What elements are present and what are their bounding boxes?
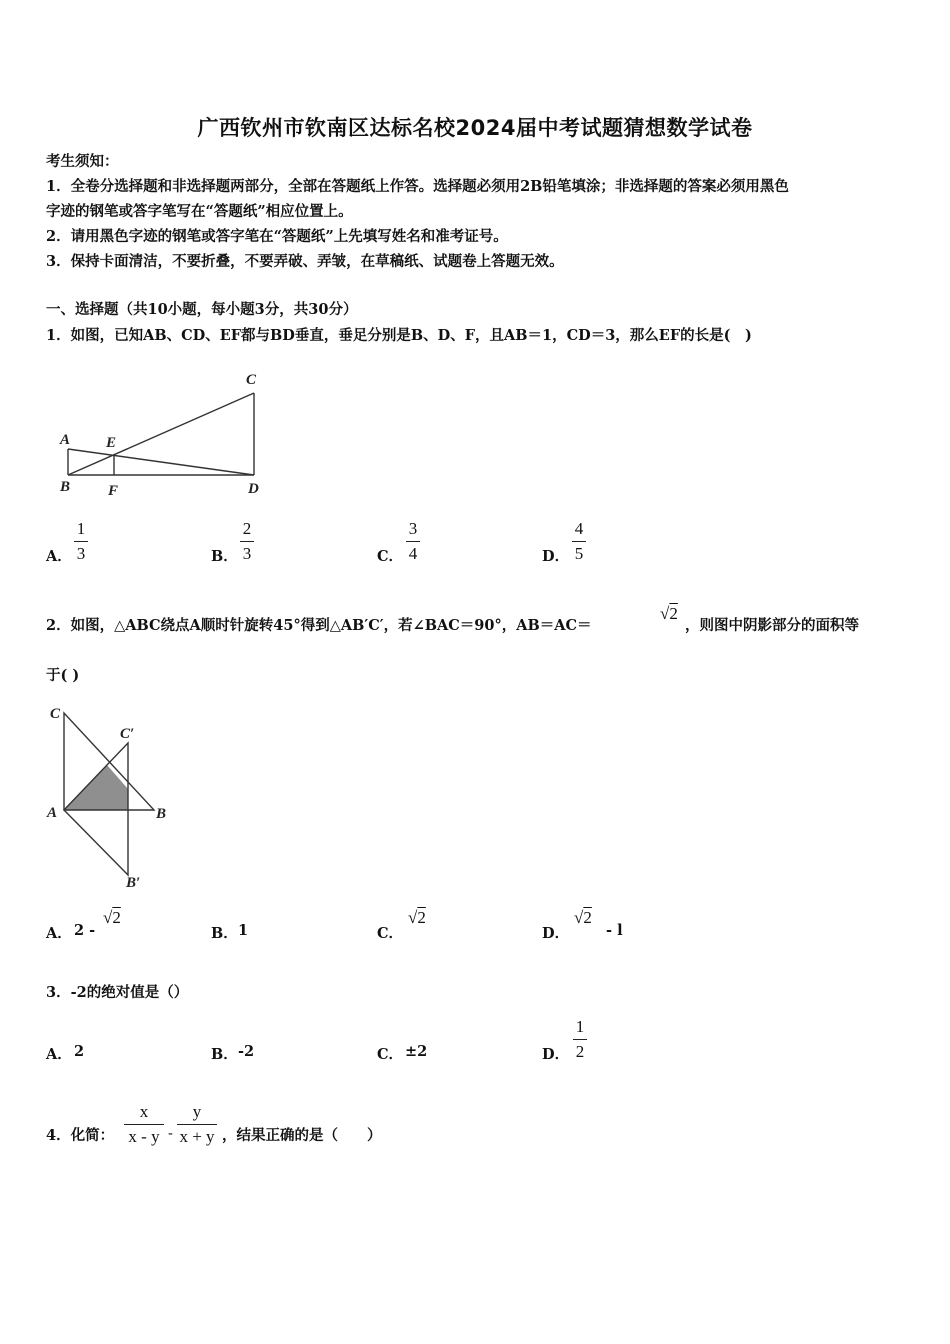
q2-option-a-sqrt: √2 [103,908,121,927]
q2-label-cprime: C′ [120,726,135,742]
q3-option-b-text: -2 [238,1043,255,1060]
q1-label-e: E [106,435,117,451]
q2-option-d-letter: D． [542,925,570,942]
notice-item: 3．保持卡面清洁，不要折叠，不要弄破、弄皱，在草稿纸、试题卷上答题无效。 [46,253,564,270]
q3-option-c-text: ±2 [405,1043,428,1060]
q2-label-c: C [50,706,61,722]
q2-stem-part1: 2．如图，△ABC绕点A顺时针旋转45°得到△AB′C′，若∠BAC＝90°，AB＝AC＝ [46,617,592,634]
numerator: x [139,1102,149,1121]
denominator: 3 [242,544,252,563]
q2-stem-part2: ，则图中阴影部分的面积等 [685,617,859,634]
q2-option-a-prefix: 2 - [74,922,96,939]
q3-option-c-letter: C． [377,1046,404,1063]
denominator: x + y [179,1127,215,1146]
page-title: 广西钦州市钦南区达标名校2024届中考试题猜想数学试卷 [197,116,753,140]
q4-fraction-2 [177,1102,217,1147]
q1-figure [50,365,280,505]
q1-option-c-letter: C． [377,548,404,565]
q1-label-f: F [108,483,119,499]
numerator: 4 [574,519,584,538]
denominator: 3 [76,544,86,563]
q1-option-b-letter: B． [211,548,238,565]
q4-minus: - [168,1126,173,1142]
q1-label-a: A [60,432,71,448]
q1-option-c-fraction [406,519,420,564]
q2-option-c-letter: C． [377,925,404,942]
notice-item: 2．请用黑色字迹的钢笔或答字笔在“答题纸”上先填写姓名和准考证号。 [46,228,508,245]
q1-option-d-letter: D． [542,548,570,565]
q4-prefix: 4．化简： [46,1127,115,1144]
q3-option-a-text: 2 [74,1043,85,1060]
q1-label-b: B [60,479,71,495]
q1-stem: 1．如图，已知AB、CD、EF都与BD垂直，垂足分别是B、D、F，且AB＝1，CD＝3，那么EF的长是( ) [46,327,752,344]
numerator: 1 [76,519,86,538]
q2-stem-part3: 于( ) [46,667,80,684]
q2-option-a-letter: A． [46,925,72,942]
q4-fraction-1 [124,1102,164,1147]
q3-option-d-letter: D． [542,1046,570,1063]
q3-stem: 3．-2的绝对值是（） [46,984,189,1001]
q2-label-b: B [156,806,167,822]
section-heading: 一、选择题（共10小题，每小题3分，共30分） [46,301,358,318]
notice-item: 字迹的钢笔或答字笔写在“答题纸”相应位置上。 [46,203,353,220]
q2-option-c-sqrt: √2 [408,908,426,927]
q1-option-a-letter: A． [46,548,72,565]
numerator: y [192,1102,202,1121]
q3-option-d-fraction [573,1017,587,1062]
denominator: 5 [574,544,584,563]
q1-option-b-fraction [240,519,254,564]
numerator: 3 [408,519,418,538]
numerator: 2 [242,519,252,538]
q2-option-b-letter: B． [211,925,238,942]
q3-option-a-letter: A． [46,1046,72,1063]
q2-label-a: A [47,805,58,821]
q4-suffix: ，结果正确的是（ ） [222,1127,382,1144]
denominator: x - y [128,1127,160,1146]
q1-label-c: C [246,372,257,388]
q1-option-d-fraction [572,519,586,564]
q2-figure [44,700,174,895]
q2-stem-sqrt: √2 [660,604,678,623]
q2-option-b-text: 1 [238,922,249,939]
q2-option-d-sqrt: √2 [574,908,592,927]
denominator: 2 [575,1042,585,1061]
q2-label-bprime: B′ [126,875,141,891]
notice-heading: 考生须知： [46,153,119,170]
q3-option-b-letter: B． [211,1046,238,1063]
notice-item: 1．全卷分选择题和非选择题两部分，全部在答题纸上作答。选择题必须用2B铅笔填涂；非选择题的答案必须用黑色 [46,178,789,195]
q1-option-a-fraction [74,519,88,564]
denominator: 4 [408,544,418,563]
q1-label-d: D [248,481,259,497]
numerator: 1 [575,1017,585,1036]
q2-option-d-suffix: - l [606,922,623,939]
